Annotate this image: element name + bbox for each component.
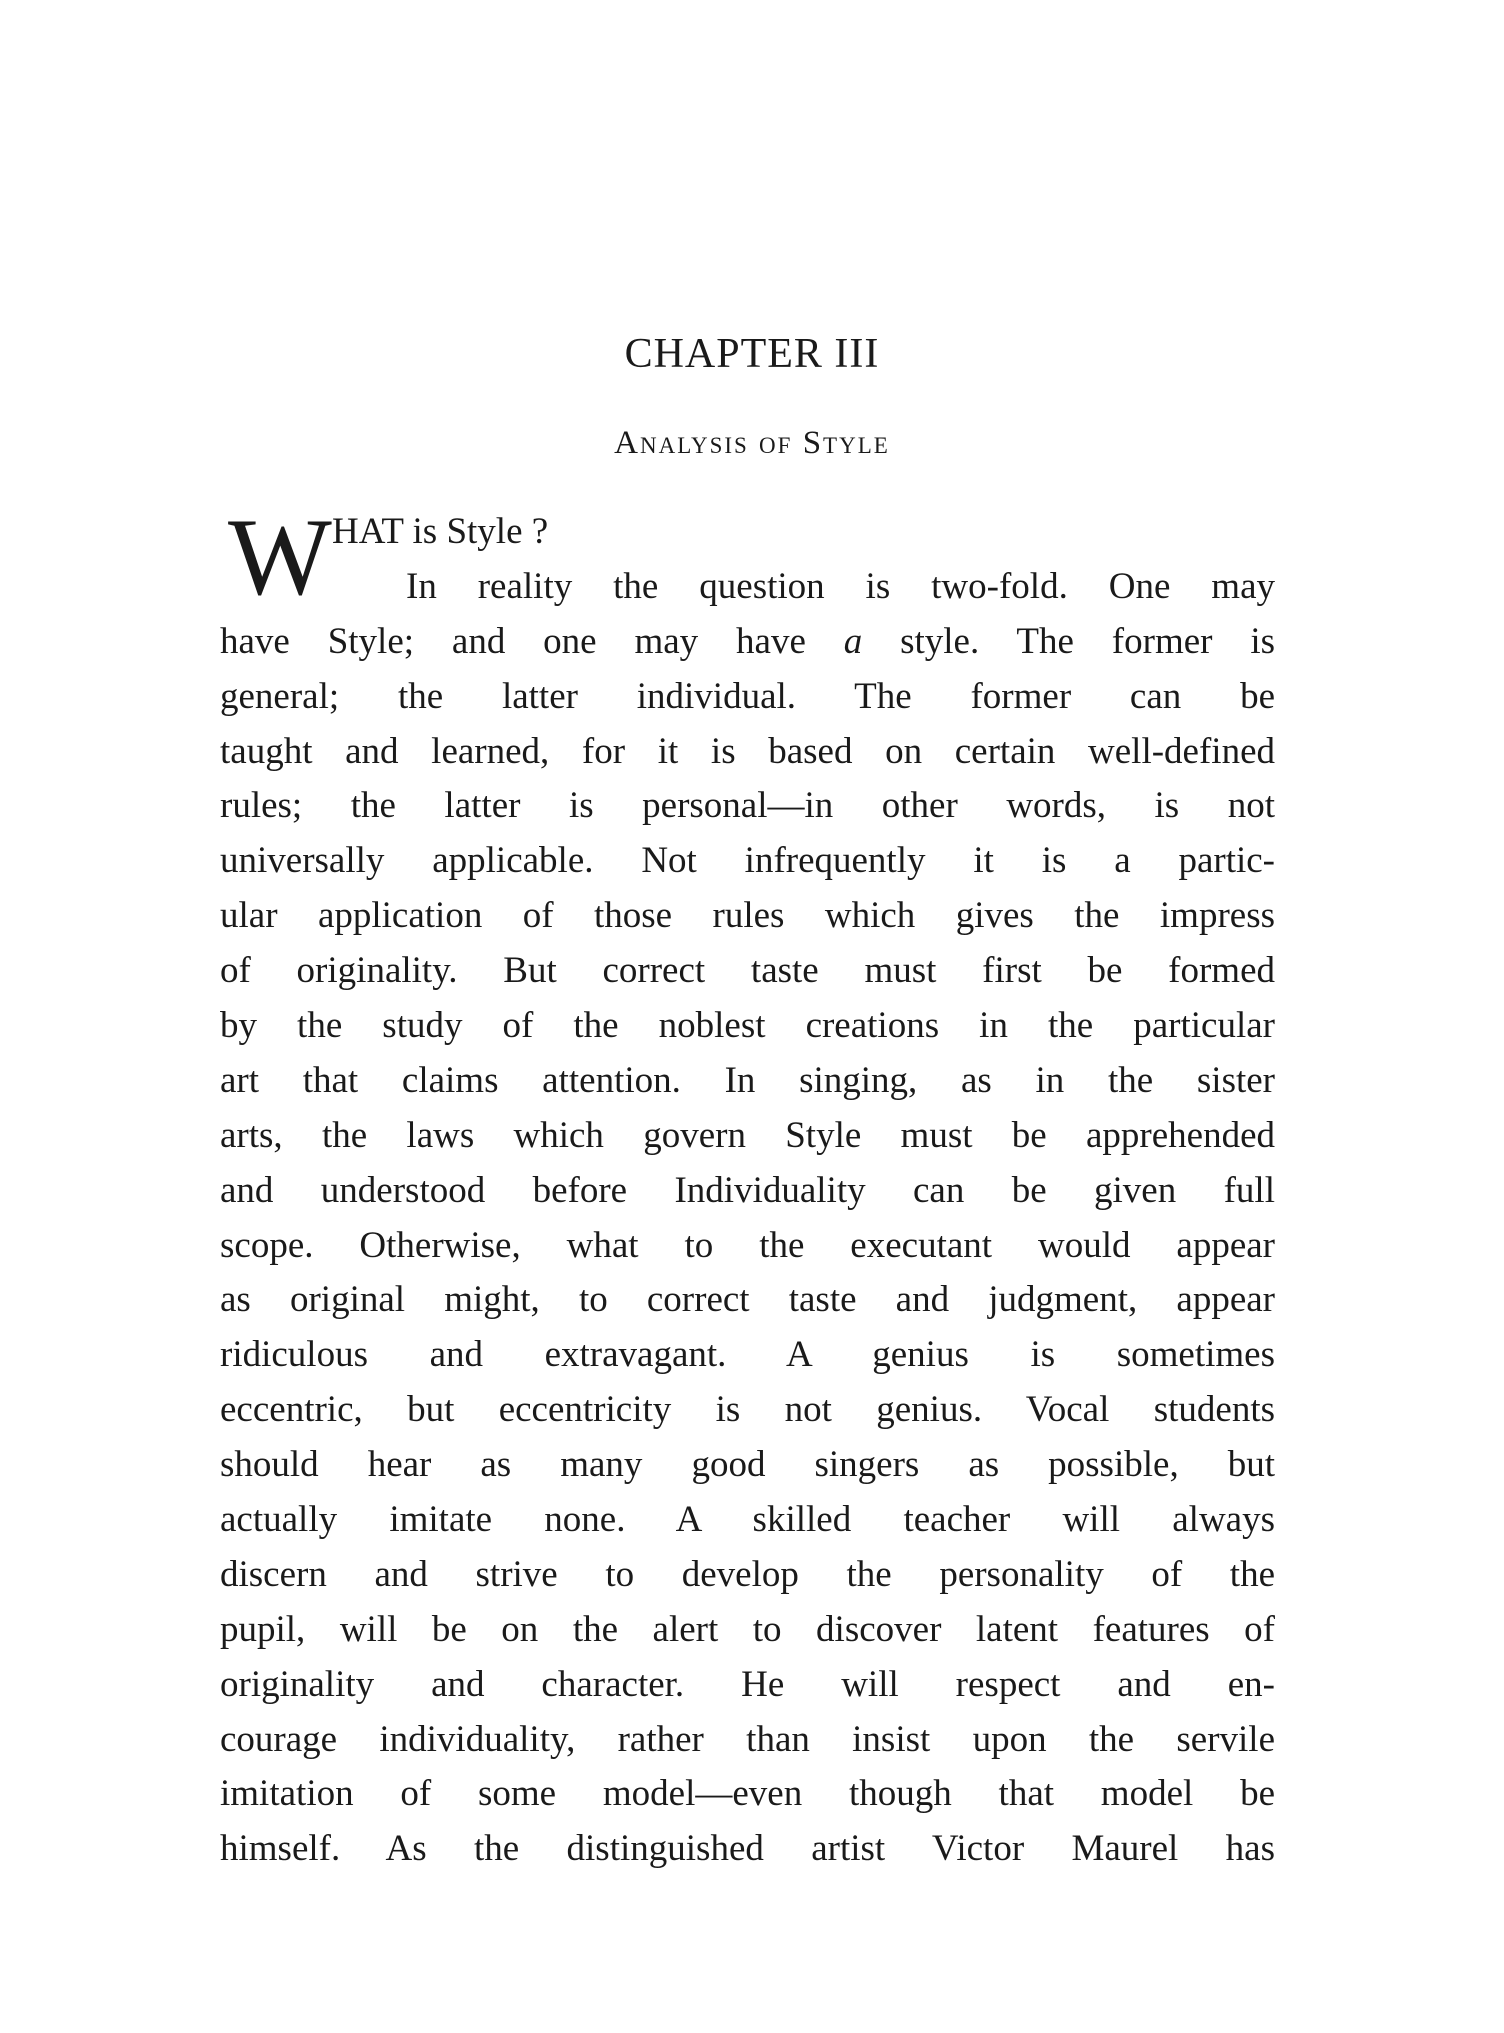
text-line: originality and character. He will respect and en- [220, 1663, 1275, 1705]
text-line-segment: have Style; and one may have [220, 620, 806, 662]
text-line: art that claims attention. In singing, as in the sister [220, 1059, 1275, 1101]
text-line: and understood before Individuality can be given full [220, 1169, 1275, 1211]
opening-words: HAT is Style ? [332, 511, 549, 552]
text-line: himself. As the distinguished artist Victor Maurel has [220, 1828, 1275, 1870]
italic-word: a [843, 620, 863, 662]
text-line: taught and learned, for it is based on certain well-defined [220, 730, 1275, 772]
text-line: universally applicable. Not infrequently it is a partic- [220, 840, 1275, 882]
text-line: imitation of some model—even though that model be [220, 1773, 1275, 1815]
text-line: In reality the question is two-fold. One may [406, 565, 1275, 607]
text-line: ridiculous and extravagant. A genius is sometimes [220, 1334, 1275, 1376]
text-line: scope. Otherwise, what to the executant would appear [220, 1224, 1275, 1266]
text-line: general; the latter individual. The former can be [220, 675, 1275, 717]
text-line [220, 615, 1275, 670]
text-line: actually imitate none. A skilled teacher will always [220, 1499, 1275, 1541]
text-line: by the study of the noblest creations in the particular [220, 1005, 1275, 1047]
text-line: rules; the latter is personal—in other words, is not [220, 785, 1275, 827]
chapter-body [220, 496, 1275, 1877]
chapter-subtitle: Analysis of Style [614, 425, 890, 461]
text-line: of originality. But correct taste must first be formed [220, 950, 1275, 992]
text-line: should hear as many good singers as possible, but [220, 1444, 1275, 1486]
text-line: as original might, to correct taste and judgment, appear [220, 1279, 1275, 1321]
text-line: pupil, will be on the alert to discover latent features of [220, 1608, 1275, 1650]
drop-cap: W [228, 496, 332, 618]
text-line-segment: style. The former is [900, 620, 1275, 662]
text-line: eccentric, but eccentricity is not genius. Vocal students [220, 1389, 1275, 1431]
text-line: arts, the laws which govern Style must be apprehended [220, 1114, 1275, 1156]
text-line: discern and strive to develop the personality of the [220, 1553, 1275, 1595]
text-line: courage individuality, rather than insist upon the servile [220, 1718, 1275, 1760]
chapter-title: CHAPTER III [624, 331, 880, 377]
text-line: ular application of those rules which gives the impress [220, 895, 1275, 937]
